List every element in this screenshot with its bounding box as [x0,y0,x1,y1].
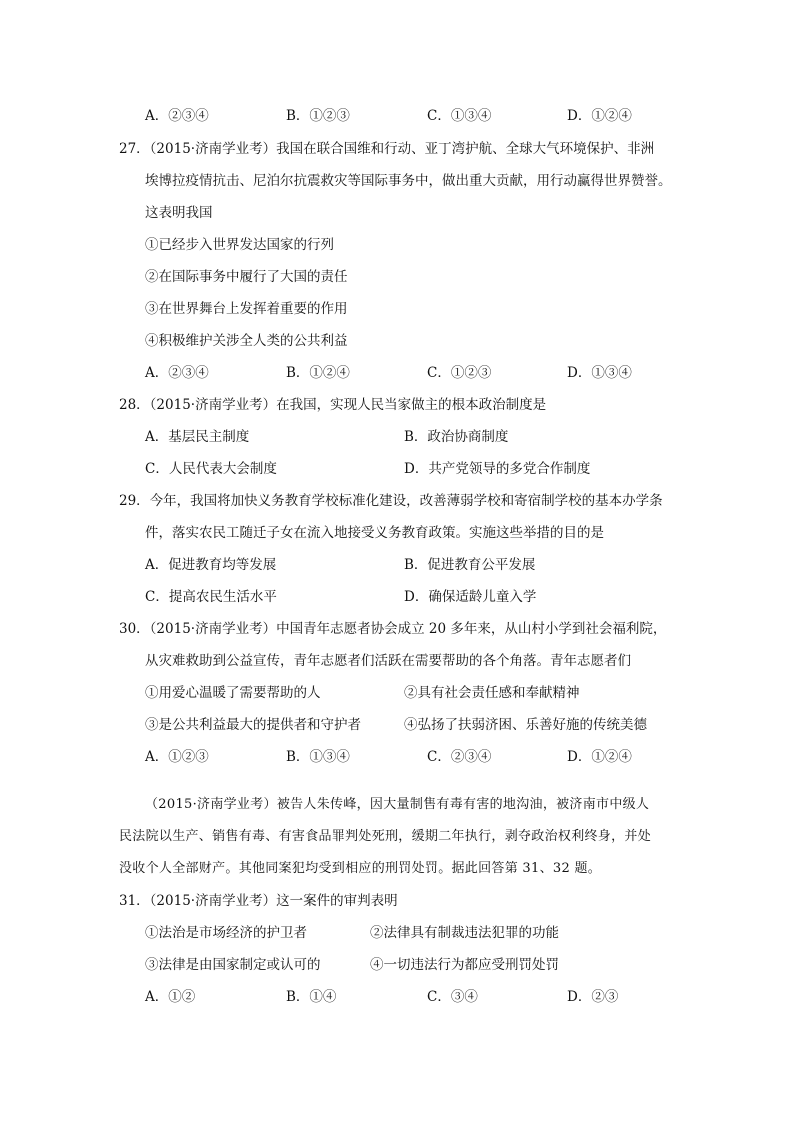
q30-statement-4: ④弘扬了扶弱济困、乐善好施的传统美德 [404,717,647,733]
q30-option-d[interactable]: D．①②④ [567,749,632,765]
q27-stem-line-2: 埃博拉疫情抗击、尼泊尔抗震救灾等国际事务中，做出重大贡献，用行动赢得世界赞誉。 [145,173,672,189]
q31-stem-line-1: 31．（2015·济南学业考）这一案件的审判表明 [119,893,398,909]
q27-statement-1: ①已经步入世界发达国家的行列 [145,237,334,253]
q28-option-c[interactable]: C．人民代表大会制度 [145,461,277,477]
q30-option-c[interactable]: C．②③④ [427,749,492,765]
q31-option-b[interactable]: B．①④ [286,989,337,1005]
q27-statement-4: ④积极维护关涉全人类的公共利益 [145,333,348,349]
q31-option-c[interactable]: C．③④ [427,989,478,1005]
q29-option-b[interactable]: B．促进教育公平发展 [404,557,536,573]
q31-statement-1: ①法治是市场经济的护卫者 [145,925,307,941]
q30-statement-2: ②具有社会责任感和奉献精神 [404,685,580,701]
q30-option-b[interactable]: B．①③④ [286,749,350,765]
q28-option-b[interactable]: B．政治协商制度 [404,429,509,445]
q27-statement-2: ②在国际事务中履行了大国的责任 [145,269,348,285]
q28-stem-line-1: 28．（2015·济南学业考）在我国，实现人民当家做主的根本政治制度是 [119,397,547,413]
case-line-2: 民法院以生产、销售有毒、有害食品罪判处死刑，缓期二年执行，剥夺政治权利终身，并处 [119,829,652,844]
q27-option-a[interactable]: A．②③④ [145,365,209,381]
q27-stem-line-1: 27．（2015·济南学业考）我国在联合国维和行动、亚丁湾护航、全球大气环境保护、非洲 [119,141,655,157]
q31-statement-4: ④一切违法行为都应受刑罚处罚 [370,957,559,973]
q28-option-a[interactable]: A．基层民主制度 [145,429,250,445]
q30-statement-1: ①用爱心温暖了需要帮助的人 [145,685,321,701]
q31-statement-2: ②法律具有制裁违法犯罪的功能 [370,925,559,941]
q29-option-c[interactable]: C．提高农民生活水平 [145,589,277,605]
q29-stem-line-2: 件，落实农民工随迁子女在流入地接受义务教育政策。实施这些举措的目的是 [145,525,604,541]
q28-option-d[interactable]: D．共产党领导的多党合作制度 [404,461,591,477]
q30-option-a[interactable]: A．①②③ [145,749,209,765]
q29-option-a[interactable]: A．促进教育均等发展 [145,557,277,573]
q31-option-d[interactable]: D．②③ [567,989,619,1005]
q27-option-d[interactable]: D．①③④ [567,365,632,381]
q31-statement-3: ③法律是由国家制定或认可的 [145,957,321,973]
q29-option-d[interactable]: D．确保适龄儿童入学 [404,589,537,605]
case-line-3: 没收个人全部财产。其他同案犯均受到相应的刑罚处罚。据此回答第 31、32 题。 [119,861,602,876]
q27-stem-line-3: 这表明我国 [145,205,213,221]
q26-option-a[interactable]: A．②③④ [145,108,209,124]
q30-statement-3: ③是公共利益最大的提供者和守护者 [145,717,361,733]
q27-option-b[interactable]: B．①②④ [286,365,350,381]
q27-statement-3: ③在世界舞台上发挥着重要的作用 [145,301,348,317]
q26-option-d[interactable]: D．①②④ [567,108,632,124]
q31-option-a[interactable]: A．①② [145,989,196,1005]
q26-option-c[interactable]: C．①③④ [427,108,492,124]
q29-stem-line-1: 29．今年，我国将加快义务教育学校标准化建设，改善薄弱学校和寄宿制学校的基本办学条 [119,493,663,509]
q30-stem-line-2: 从灾难救助到公益宣传，青年志愿者们活跃在需要帮助的各个角落。青年志愿者们 [145,653,631,669]
q27-option-c[interactable]: C．①②③ [427,365,492,381]
case-line-1: （2015·济南学业考）被告人朱传峰，因大量制售有毒有害的地沟油，被济南市中级人 [145,797,650,812]
q26-option-b[interactable]: B．①②③ [286,108,350,124]
q30-stem-line-1: 30．（2015·济南学业考）中国青年志愿者协会成立 20 多年来，从山村小学到社会福利院， [119,621,667,637]
